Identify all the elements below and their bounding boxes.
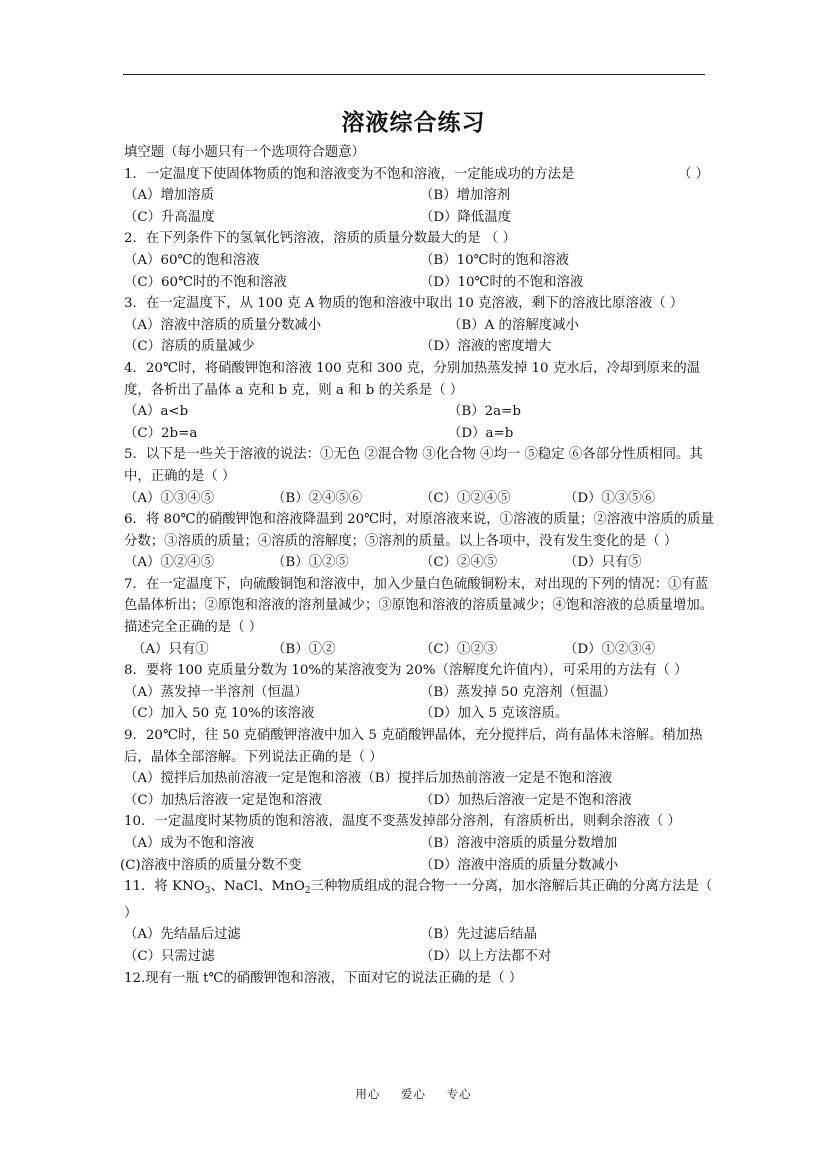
question-1-text: 1．一定温度下使固体物质的饱和溶液变为不饱和溶液，一定能成功的方法是 xyxy=(124,166,575,182)
question-11-text-a: 11．将 KNO xyxy=(124,879,205,895)
option-b: （B）①②⑤ xyxy=(272,555,349,571)
option-a: （A）增加溶质 xyxy=(124,188,215,204)
question-7: 7．在一定温度下，向硫酸铜饱和溶液中，加入少量白色硫酸铜粉末，对出现的下列的情况：①有蓝色晶体析出；②原饱和溶液的溶剂量减少；③原饱和溶液的溶质量减少；④饱和溶液的总质量增加。描述完全正确的是（ ） xyxy=(124,576,714,636)
options-row xyxy=(124,833,714,855)
options-row xyxy=(124,272,714,294)
option-c: （C）只需过滤 xyxy=(124,948,215,964)
option-d: （D）溶液的密度增大 xyxy=(420,339,552,355)
option-c: （C）2b=a xyxy=(124,425,198,441)
question-2: 2．在下列条件下的氢氧化钙溶液，溶质的质量分数最大的是 （ ） xyxy=(124,231,516,247)
page-title: 溶液综合练习 xyxy=(341,109,486,136)
options-row xyxy=(124,946,714,968)
option-d: （D）溶液中溶质的质量分数减小 xyxy=(420,857,619,873)
option-c: （C）①②④⑤ xyxy=(420,490,511,506)
header-rule xyxy=(123,74,705,75)
option-b: （B）增加溶剂 xyxy=(420,188,511,204)
option-c: (C)溶液中溶质的质量分数不变 xyxy=(120,857,302,873)
option-c: （C）②④⑤ xyxy=(420,555,498,571)
option-c: （C）60℃时的不饱和溶液 xyxy=(124,274,287,290)
footer-text: 专心 xyxy=(446,1087,472,1101)
footer-text: 用心 xyxy=(355,1087,381,1101)
option-c: （C）①②③ xyxy=(420,641,498,657)
option-b: （B）蒸发掉 50 克溶剂（恒温） xyxy=(420,684,617,700)
options-row xyxy=(124,703,714,725)
option-b: （B）10℃时的饱和溶液 xyxy=(420,252,569,268)
option-a: （A）只有① xyxy=(132,641,209,657)
question-1 xyxy=(124,164,714,186)
option-a: （A）①②④⑤ xyxy=(124,555,215,571)
options-row xyxy=(124,924,714,946)
question-11-text-b: 、NaCl、MnO xyxy=(210,879,305,895)
option-b: （B）2a=b xyxy=(448,404,521,420)
option-d: （D）加入 5 克该溶质。 xyxy=(420,706,569,722)
option-a: （A）a<b xyxy=(124,404,189,420)
answer-blank: （ ） xyxy=(677,166,709,182)
options-row xyxy=(124,682,714,704)
option-b: （B）②④⑤⑥ xyxy=(272,490,363,506)
question-9: 9．20℃时，往 50 克硝酸钾溶液中加入 5 克硝酸钾晶体，充分搅拌后，尚有晶体未溶解。稍加热后，晶体全部溶解。下列说法正确的是（ ） xyxy=(124,728,703,765)
option-d: （D）①③⑤⑥ xyxy=(564,490,656,506)
option-d: （D）加热后溶液一定是不饱和溶液 xyxy=(420,792,632,808)
option-d: （D）a=b xyxy=(448,425,514,441)
option-b: （B）①② xyxy=(272,641,336,657)
question-10: 10．一定温度时某物质的饱和溶液，温度不变蒸发掉部分溶剂，有溶质析出，则剩余溶液（ ） xyxy=(124,814,681,830)
option-a: （A）溶液中溶质的质量分数减小 xyxy=(124,317,322,333)
question-6: 6．将 80℃的硝酸钾饱和溶液降温到 20℃时，对原溶液来说，①溶液的质量；②溶液中溶质的质量分数；③溶质的质量；④溶质的溶解度；⑤溶剂的质量。以上各项中，没有发生变化的是（ ） xyxy=(124,512,714,549)
option-b: （B）先过滤后结晶 xyxy=(420,927,537,943)
options-row xyxy=(124,639,714,661)
options-row xyxy=(124,315,714,337)
options-row xyxy=(120,855,714,877)
subscript: 2 xyxy=(304,886,311,897)
options-row xyxy=(124,488,714,510)
option-a: （A）60℃的饱和溶液 xyxy=(124,252,260,268)
option-d: （D）①②③④ xyxy=(564,641,656,657)
option-b: （B）A 的溶解度减小 xyxy=(448,317,579,333)
options-row xyxy=(124,401,714,423)
option-d: （D）只有⑤ xyxy=(564,555,642,571)
option-a: （A）①③④⑤ xyxy=(124,490,215,506)
question-5: 5．以下是一些关于溶液的说法：①无色 ②混合物 ③化合物 ④均一 ⑤稳定 ⑥各部分性质相同。其中，正确的是（ ） xyxy=(124,447,703,484)
question-3: 3．在一定温度下，从 100 克 A 物质的饱和溶液中取出 10 克溶液，剩下的溶液比原溶液（ ） xyxy=(124,296,684,312)
option-c: （C）加入 50 克 10%的该溶液 xyxy=(124,706,315,722)
option-a-b: （A）搅拌后加热前溶液一定是饱和溶液（B）搅拌后加热前溶液一定是不饱和溶液 xyxy=(124,771,613,787)
options-row xyxy=(124,336,714,358)
question-8: 8．要将 100 克质量分数为 10%的某溶液变为 20%（溶解度允许值内），可采用的方法有（ ） xyxy=(124,663,688,679)
option-a: （A）蒸发掉一半溶剂（恒温） xyxy=(124,684,308,700)
option-a: （A）先结晶后过滤 xyxy=(124,927,241,943)
question-12: 12.现有一瓶 t℃的硝酸钾饱和溶液，下面对它的说法正确的是（ ） xyxy=(124,970,523,986)
options-row xyxy=(124,552,714,574)
option-d: （D）降低温度 xyxy=(420,209,512,225)
section-heading: 填空题（每小题只有一个选项符合题意） xyxy=(124,145,366,160)
options-row xyxy=(124,250,714,272)
subscript: 3 xyxy=(204,886,211,897)
options-row xyxy=(124,790,714,812)
option-a: （A）成为不饱和溶液 xyxy=(124,836,255,851)
exercise-body xyxy=(120,142,714,989)
footer-text: 爱心 xyxy=(401,1087,426,1101)
question-4: 4．20℃时，将硝酸钾饱和溶液 100 克和 300 克，分别加热蒸发掉 10 克水后，冷却到原来的温度，各析出了晶体 a 克和 b 克，则 a 和 b 的关系是（ ） xyxy=(124,360,701,398)
options-row xyxy=(124,185,714,207)
option-b: （B）溶液中溶质的质量分数增加 xyxy=(420,836,618,851)
options-row xyxy=(124,207,714,229)
page-footer xyxy=(0,1086,827,1102)
options-row xyxy=(124,423,714,445)
option-c: （C）溶质的质量减少 xyxy=(124,339,255,355)
option-d: （D）10℃时的不饱和溶液 xyxy=(420,274,584,290)
question-11 xyxy=(124,876,714,924)
option-c: （C）加热后溶液一定是饱和溶液 xyxy=(124,792,322,808)
question-11-text-c: 三种物质组成的混合物一一分离，加水溶解后其正确的分离方法是（ ） xyxy=(124,879,713,921)
option-c: （C）升高温度 xyxy=(124,209,215,225)
option-d: （D）以上方法都不对 xyxy=(420,948,552,964)
